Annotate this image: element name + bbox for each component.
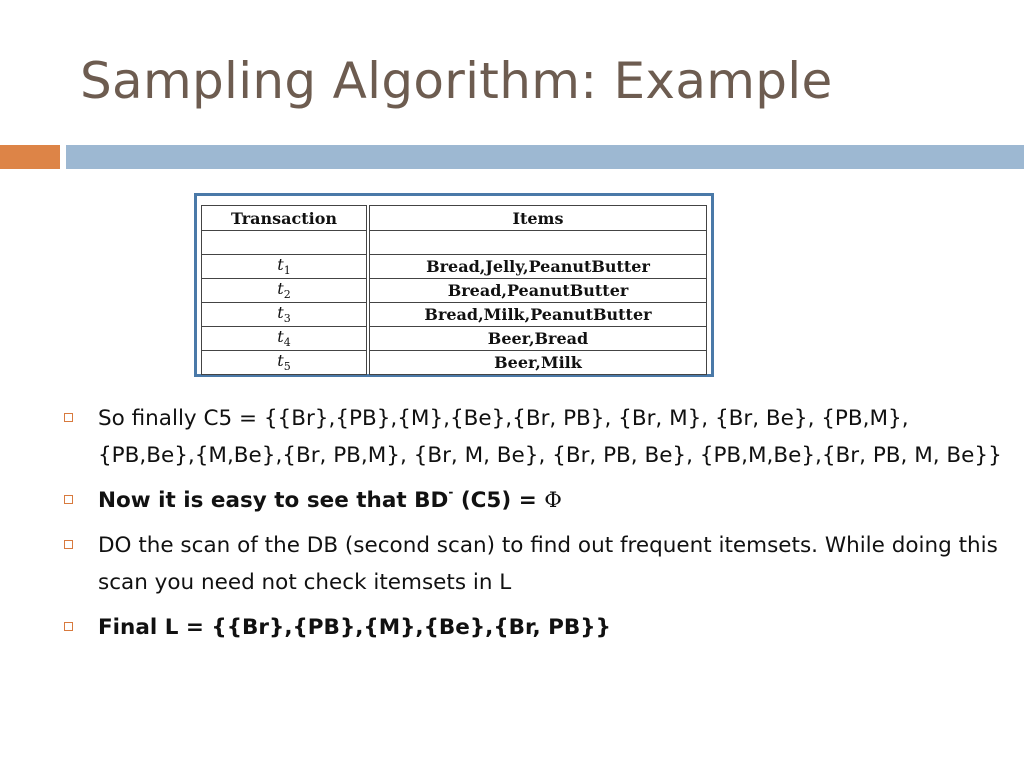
table-row <box>202 327 707 351</box>
slide-title: Sampling Algorithm: Example <box>80 52 833 110</box>
transaction-id: $t_5$ <box>202 351 369 375</box>
transaction-table-figure <box>194 193 714 377</box>
table-row <box>202 255 707 279</box>
transaction-items: Bread,PeanutButter <box>368 279 707 303</box>
bullet-text-bold: Now it is easy to see that BD- (C5) = Φ <box>98 485 562 513</box>
transaction-id: $t_2$ <box>202 279 369 303</box>
table-header-row <box>202 206 707 231</box>
bullet-item <box>64 482 1004 519</box>
square-bullet-icon <box>64 540 73 549</box>
table-row <box>202 351 707 375</box>
transaction-items: Beer,Milk <box>368 351 707 375</box>
transaction-items: Bread,Milk,PeanutButter <box>368 303 707 327</box>
transaction-table <box>201 205 707 375</box>
table-row <box>202 279 707 303</box>
bullet-list <box>64 400 1004 654</box>
bullet-text: DO the scan of the DB (second scan) to find out frequent itemsets. While doing this scan you need not check itemsets in L <box>98 533 998 595</box>
transaction-id: $t_4$ <box>202 327 369 351</box>
header-items: Items <box>368 206 707 231</box>
square-bullet-icon <box>64 495 73 504</box>
accent-bar-blue <box>66 145 1024 169</box>
transaction-items: Beer,Bread <box>368 327 707 351</box>
transaction-id: $t_3$ <box>202 303 369 327</box>
accent-bar-orange <box>0 145 60 169</box>
bullet-text-bold: Final L = {{Br},{PB},{M},{Be},{Br, PB}} <box>98 615 611 640</box>
header-transaction: Transaction <box>202 206 369 231</box>
bullet-item <box>64 400 1004 474</box>
table-row <box>202 303 707 327</box>
square-bullet-icon <box>64 413 73 422</box>
transaction-items: Bread,Jelly,PeanutButter <box>368 255 707 279</box>
bullet-item <box>64 527 1004 601</box>
phi-symbol: Φ <box>544 488 562 513</box>
bullet-text: So finally C5 = {{Br},{PB},{M},{Be},{Br, PB}, {Br, M}, {Br, Be}, {PB,M}, {PB,Be},{M,Be},{Br, PB,M}, {Br, M, Be}, {Br, PB, Be}, {PB,M,Be},{Br, PB, M, Be}} <box>98 406 1002 468</box>
transaction-id: $t_1$ <box>202 255 369 279</box>
header-separator <box>202 231 707 255</box>
bullet-item <box>64 609 1004 646</box>
square-bullet-icon <box>64 622 73 631</box>
